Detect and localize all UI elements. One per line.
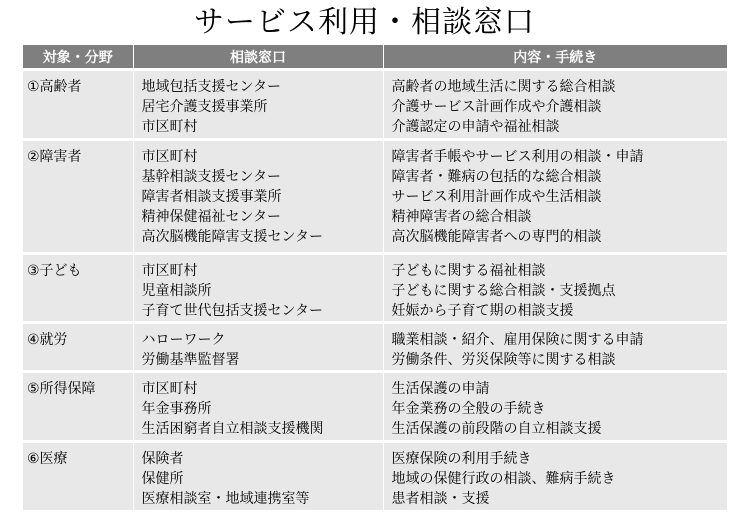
content-line: サービス利用計画作成や生活相談	[391, 189, 602, 205]
content-line: 生活保護の申請	[391, 381, 490, 397]
office-line: 地域包括支援センター	[141, 79, 281, 95]
office-line: 保険者	[141, 451, 184, 467]
table-row	[23, 442, 727, 510]
content-line: 妊娠から子育て期の相談支援	[391, 303, 574, 319]
header-category: 対象・分野	[23, 45, 133, 70]
content-line: 高齢者の地域生活に関する総合相談	[391, 79, 616, 95]
content-line: 地域の保健行政の相談、難病手続き	[391, 471, 616, 487]
office-line: 居宅介護支援事業所	[141, 99, 268, 115]
office-cell	[133, 442, 383, 510]
office-line: 子育て世代包括支援センター	[141, 303, 323, 319]
category-cell: ⑥医療	[23, 442, 133, 510]
content-line: 子どもに関する総合相談・支援拠点	[391, 283, 616, 299]
content-cell	[383, 254, 727, 323]
content-line: 子どもに関する福祉相談	[391, 263, 546, 279]
content-line: 精神障害者の総合相談	[391, 209, 532, 225]
category-cell: ③子ども	[23, 254, 133, 323]
office-line: 市区町村	[141, 119, 198, 135]
category-cell: ⑤所得保障	[23, 372, 133, 442]
table-row	[23, 323, 727, 372]
service-consultation-table	[23, 45, 727, 510]
content-cell	[383, 372, 727, 442]
office-line: 医療相談室・地域連携室等	[141, 491, 310, 507]
content-line: 介護認定の申請や福祉相談	[391, 119, 560, 135]
office-line: 保健所	[141, 471, 184, 487]
content-cell	[383, 140, 727, 254]
content-line: 生活保護の前段階の自立相談支援	[391, 421, 602, 437]
office-cell	[133, 140, 383, 254]
content-line: 高次脳機能障害者への専門的相談	[391, 229, 602, 245]
content-line: 介護サービス計画作成や介護相談	[391, 99, 602, 115]
category-cell: ④就労	[23, 323, 133, 372]
content-cell	[383, 323, 727, 372]
office-line: 市区町村	[141, 263, 198, 279]
content-cell	[383, 442, 727, 510]
content-line: 患者相談・支援	[391, 491, 490, 507]
content-line: 障害者・難病の包括的な総合相談	[391, 169, 602, 185]
table-row	[23, 254, 727, 323]
content-line: 職業相談・紹介、雇用保険に関する申請	[391, 332, 644, 348]
office-line: 年金事務所	[141, 401, 212, 417]
office-line: 精神保健福祉センター	[141, 209, 281, 225]
office-cell	[133, 372, 383, 442]
header-content: 内容・手続き	[383, 45, 727, 70]
office-line: ハローワーク	[141, 332, 226, 348]
office-line: 障害者相談支援事業所	[141, 189, 282, 205]
table-row	[23, 140, 727, 254]
content-cell	[383, 70, 727, 140]
content-line: 年金業務の全般の手続き	[391, 401, 546, 417]
content-line: 障害者手帳やサービス利用の相談・申請	[391, 149, 644, 165]
office-line: 基幹相談支援センター	[141, 169, 281, 185]
office-cell	[133, 70, 383, 140]
content-line: 医療保険の利用手続き	[391, 451, 532, 467]
office-line: 市区町村	[141, 149, 198, 165]
office-line: 高次脳機能障害支援センター	[141, 229, 323, 245]
content-line: 労働条件、労災保険等に関する相談	[391, 352, 616, 368]
page-title: サービス利用・相談窓口	[194, 5, 535, 40]
table-row	[23, 70, 727, 140]
office-cell	[133, 323, 383, 372]
office-cell	[133, 254, 383, 323]
office-line: 労働基準監督署	[141, 352, 240, 368]
office-line: 生活困窮者自立相談支援機関	[141, 421, 324, 437]
category-cell: ②障害者	[23, 140, 133, 254]
office-line: 市区町村	[141, 381, 198, 397]
header-office: 相談窓口	[133, 45, 383, 70]
table-header-row	[23, 45, 727, 70]
office-line: 児童相談所	[141, 283, 212, 299]
category-cell: ①高齢者	[23, 70, 133, 140]
table-row	[23, 372, 727, 442]
